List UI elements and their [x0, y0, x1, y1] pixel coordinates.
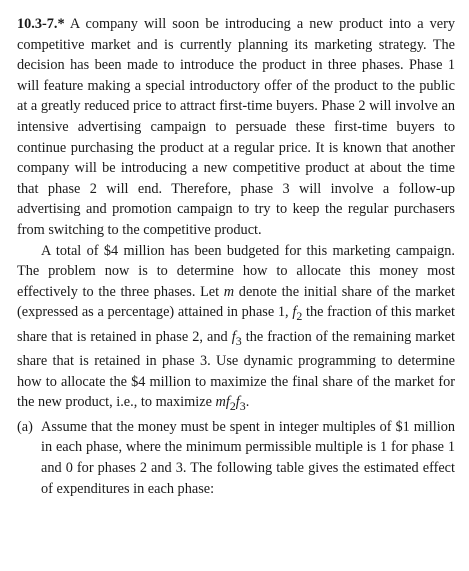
problem-intro-paragraph — [17, 14, 455, 241]
budget-text-1: A total of $4 million has been budgeted for this marketing campaign. The problem now is to determine how to allocate this money most effectively to the three phases. Let — [17, 242, 455, 300]
part-a-text: Assume that the money must be spent in integer multiples of $1 million in each phase, where the minimum permissible multiple is 1 for phase 1 and 0 for phases 2 and 3. The following table gives the estimated effect of expenditures in each phase: — [41, 418, 455, 497]
subscript-2: 2 — [296, 309, 303, 324]
objective-subscript-3: 3 — [239, 399, 246, 414]
variable-m: m — [223, 283, 235, 300]
problem-number: 10.3-7.* — [17, 16, 65, 32]
objective-period: . — [245, 394, 250, 411]
budget-text-3: the fraction of this market share that is retained in phase 2, and — [17, 304, 455, 345]
budget-text-4: the fraction of the remaining market share that is retained in phase 3. Use dynamic programming to determine how to allocate the $4 million to maximize the final share of the market for the new product, i.e., to maximize — [17, 328, 456, 411]
variable-f3: f — [231, 328, 236, 345]
objective-f: f — [235, 394, 240, 411]
problem-intro-text: A company will soon be introducing a new product into a very competitive market and is currently planning its marketing strategy. The decision has been made to introduce the product in three phases. Phase 1 will feature making a special introductory offer of the product to the public at a greatly reduced price to attract first-time buyers. Phase 2 will involve an intensive advertising campaign to persuade these first-time buyers to continue purchasing the product at a regular price. It is known that another company will be introducing a new competitive product at about the time that phase 2 will end. Therefore, phase 3 will involve a follow-up advertising and promotion campaign to try to keep the regular purchasers from switching to the competitive product. — [17, 16, 455, 238]
variable-f2: f — [292, 304, 297, 321]
part-a-label: (a) — [17, 418, 33, 435]
part-a — [17, 417, 455, 499]
objective-subscript-2: 2 — [229, 399, 236, 414]
budget-text-2: denote the initial share of the market (expressed as a percentage) attained in phase 1, — [17, 283, 455, 321]
objective-mf: mf — [215, 394, 230, 411]
problem-text — [17, 14, 455, 499]
budget-paragraph — [17, 241, 455, 417]
subscript-3: 3 — [235, 333, 242, 348]
